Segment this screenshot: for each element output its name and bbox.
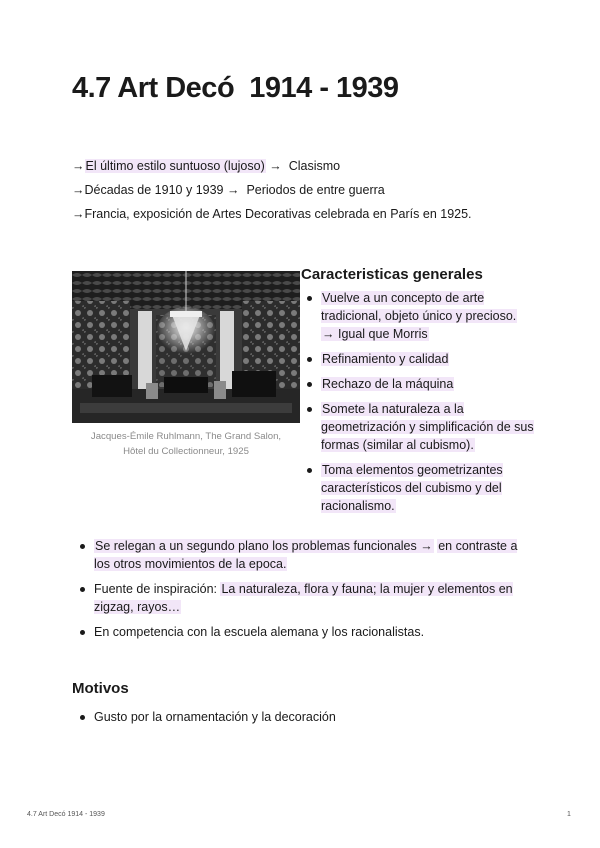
caption-line: Hôtel du Collectionneur, 1925 — [123, 446, 249, 457]
intro-note: Periodos de entre guerra — [246, 183, 385, 197]
page-title: 4.7 Art Decó 1914 - 1939 — [72, 72, 399, 104]
list-item — [301, 400, 541, 454]
motivos-heading: Motivos — [72, 680, 129, 697]
list-item — [74, 580, 534, 616]
list-item — [301, 289, 541, 343]
item-text: Toma elementos geometrizantes característicos del cubismo y del racionalismo. — [321, 463, 503, 513]
arrow-icon: → — [72, 183, 85, 197]
intro-line — [72, 180, 472, 204]
grand-salon-photo — [72, 271, 300, 423]
main-list — [74, 537, 534, 648]
page-number: 1 — [567, 811, 571, 818]
item-text: Vuelve a un concepto de arte tradicional, objeto único y precioso. — [321, 291, 517, 323]
list-item — [301, 350, 541, 368]
intro-text: El último estilo suntuoso (lujoso) — [85, 159, 265, 173]
features-list — [301, 289, 541, 515]
item-text: En competencia con la escuela alemana y los racionalistas. — [94, 625, 425, 639]
item-text: Gusto por la ornamentación y la decoración — [94, 710, 336, 724]
item-text: La naturaleza, flora y fauna; la mujer y elementos en zigzag, rayos… — [94, 582, 513, 614]
item-text: Rechazo de la máquina — [322, 377, 454, 391]
item-note: → Igual que Morris — [322, 327, 428, 341]
figure-caption — [72, 429, 300, 459]
arrow-icon: → — [72, 207, 85, 221]
item-text: en contraste a los otros movimientos de la epoca. — [94, 539, 518, 571]
arrow-icon: → — [226, 183, 240, 197]
arrow-icon: → — [269, 159, 282, 173]
list-item — [74, 537, 534, 573]
list-item — [301, 375, 541, 393]
item-label: Fuente de inspiración: — [94, 582, 217, 596]
list-item — [74, 708, 534, 726]
list-item — [74, 623, 534, 641]
intro-text: Francia, exposición de Artes Decorativas celebrada en París en 1925. — [84, 207, 472, 221]
intro-list — [72, 156, 472, 228]
intro-text: Décadas de 1910 y 1939 — [84, 183, 224, 197]
intro-note: Clasismo — [288, 159, 341, 173]
list-item — [301, 461, 541, 515]
figure — [72, 271, 300, 459]
motivos-list — [74, 708, 534, 726]
arrow-icon: → — [72, 159, 85, 173]
footer-title: 4.7 Art Decó 1914 - 1939 — [27, 811, 105, 818]
intro-line — [72, 204, 472, 228]
item-text: Somete la naturaleza a la geometrización y simplificación de sus formas (similar al cubismo). — [321, 402, 534, 452]
item-text: Se relegan a un segundo plano los problemas funcionales → — [95, 539, 433, 553]
features-section — [301, 266, 541, 522]
features-heading: Caracteristicas generales — [301, 266, 483, 283]
item-text: Refinamiento y calidad — [322, 352, 449, 366]
intro-line — [72, 156, 472, 180]
caption-line: Jacques-Émile Ruhlmann, The Grand Salon, — [90, 431, 282, 442]
